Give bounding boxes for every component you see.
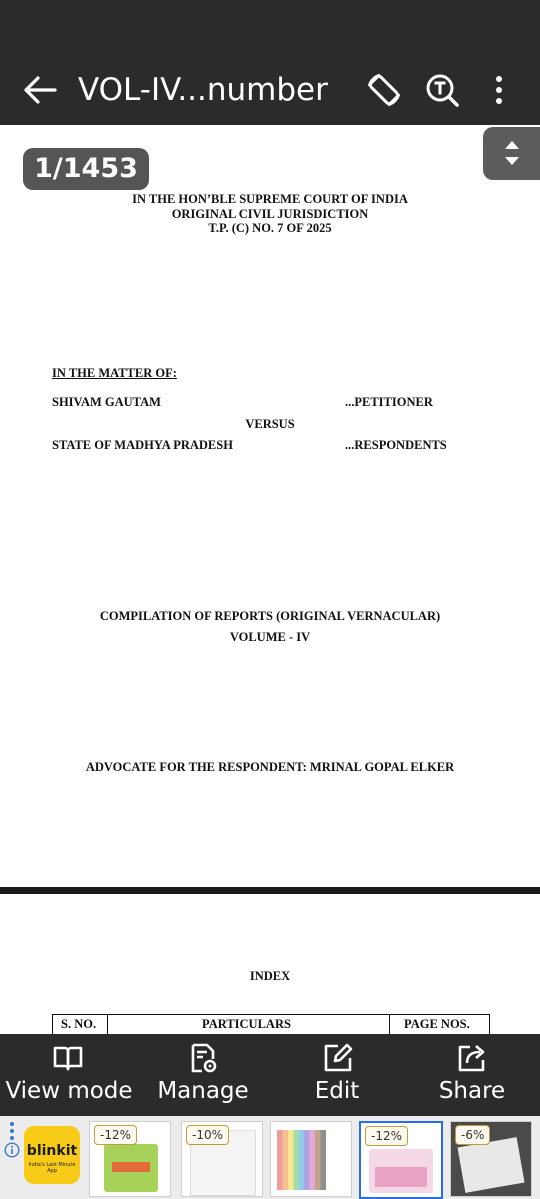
petitioner-role: ...PETITIONER (345, 395, 433, 409)
index-col-pages: PAGE NOS. (404, 1017, 470, 1031)
ad-product-tile[interactable] (450, 1121, 532, 1197)
respondent-role: ...RESPONDENTS (345, 438, 447, 452)
versus-text: VERSUS (245, 417, 295, 431)
ad-product-tile[interactable] (89, 1121, 171, 1197)
edit-pencil-icon (322, 1042, 354, 1074)
page-indicator: 1/1453 (23, 148, 149, 190)
ad-product-tile[interactable] (359, 1121, 443, 1199)
rotate-screen-icon[interactable] (366, 72, 402, 108)
court-heading: IN THE HON’BLE SUPREME COURT OF INDIA (132, 192, 408, 206)
ad-product-tile[interactable] (270, 1121, 352, 1197)
product-image (457, 1137, 524, 1193)
petitioner-name: SHIVAM GAUTAM (52, 395, 161, 409)
matter-label: IN THE MATTER OF: (52, 366, 177, 380)
jurisdiction-heading: ORIGINAL CIVIL JURISDICTION (171, 207, 369, 221)
index-title: INDEX (249, 969, 291, 983)
fast-scroll-handle[interactable] (483, 127, 540, 180)
page-separator (0, 887, 540, 894)
more-options-icon[interactable] (488, 74, 510, 106)
view-mode-button[interactable] (0, 1034, 138, 1116)
compilation-title: COMPILATION OF REPORTS (ORIGINAL VERNACULAR) (99, 609, 441, 623)
product-label-band (112, 1162, 150, 1172)
blinkit-logo[interactable] (24, 1126, 80, 1184)
respondent-name: STATE OF MADHYA PRADESH (52, 438, 233, 452)
discount-badge: -10% (186, 1125, 229, 1145)
book-open-icon (52, 1042, 84, 1074)
manage-label: Manage (157, 1078, 249, 1104)
discount-badge: -6% (455, 1125, 490, 1145)
scroll-updown-icon (503, 138, 521, 168)
ad-product-tile[interactable] (181, 1121, 263, 1197)
advocate-line: ADVOCATE FOR THE RESPONDENT: MRINAL GOPAL ELKER (85, 760, 455, 774)
volume-label: VOLUME - IV (229, 630, 311, 644)
share-button[interactable] (422, 1034, 522, 1116)
product-jars (375, 1167, 427, 1187)
ad-options-icon[interactable] (9, 1121, 15, 1141)
share-icon (456, 1042, 488, 1074)
ad-info-icon[interactable] (4, 1142, 20, 1158)
document-title: VOL-IV...number (78, 72, 328, 108)
file-settings-icon (187, 1042, 219, 1074)
blinkit-tagline: India's Last Minute App (28, 1162, 76, 1174)
discount-badge: -12% (94, 1125, 137, 1145)
discount-badge: -12% (365, 1126, 408, 1146)
top-app-bar (0, 0, 540, 125)
text-to-speech-icon[interactable] (424, 72, 460, 108)
manage-button[interactable] (143, 1034, 263, 1116)
view-mode-label: View mode (5, 1078, 133, 1104)
index-col-sno: S. NO. (61, 1017, 97, 1031)
document-page-2[interactable] (0, 894, 540, 1034)
back-arrow-icon[interactable] (22, 74, 58, 106)
edit-button[interactable] (292, 1034, 382, 1116)
edit-label: Edit (314, 1078, 360, 1104)
case-number: T.P. (C) NO. 7 OF 2025 (208, 221, 332, 235)
index-col-particulars: PARTICULARS (202, 1017, 291, 1031)
bottom-action-bar (0, 1034, 540, 1116)
product-image (277, 1130, 345, 1190)
share-label: Share (438, 1078, 506, 1104)
blinkit-brand-text: blinkit (26, 1143, 78, 1159)
